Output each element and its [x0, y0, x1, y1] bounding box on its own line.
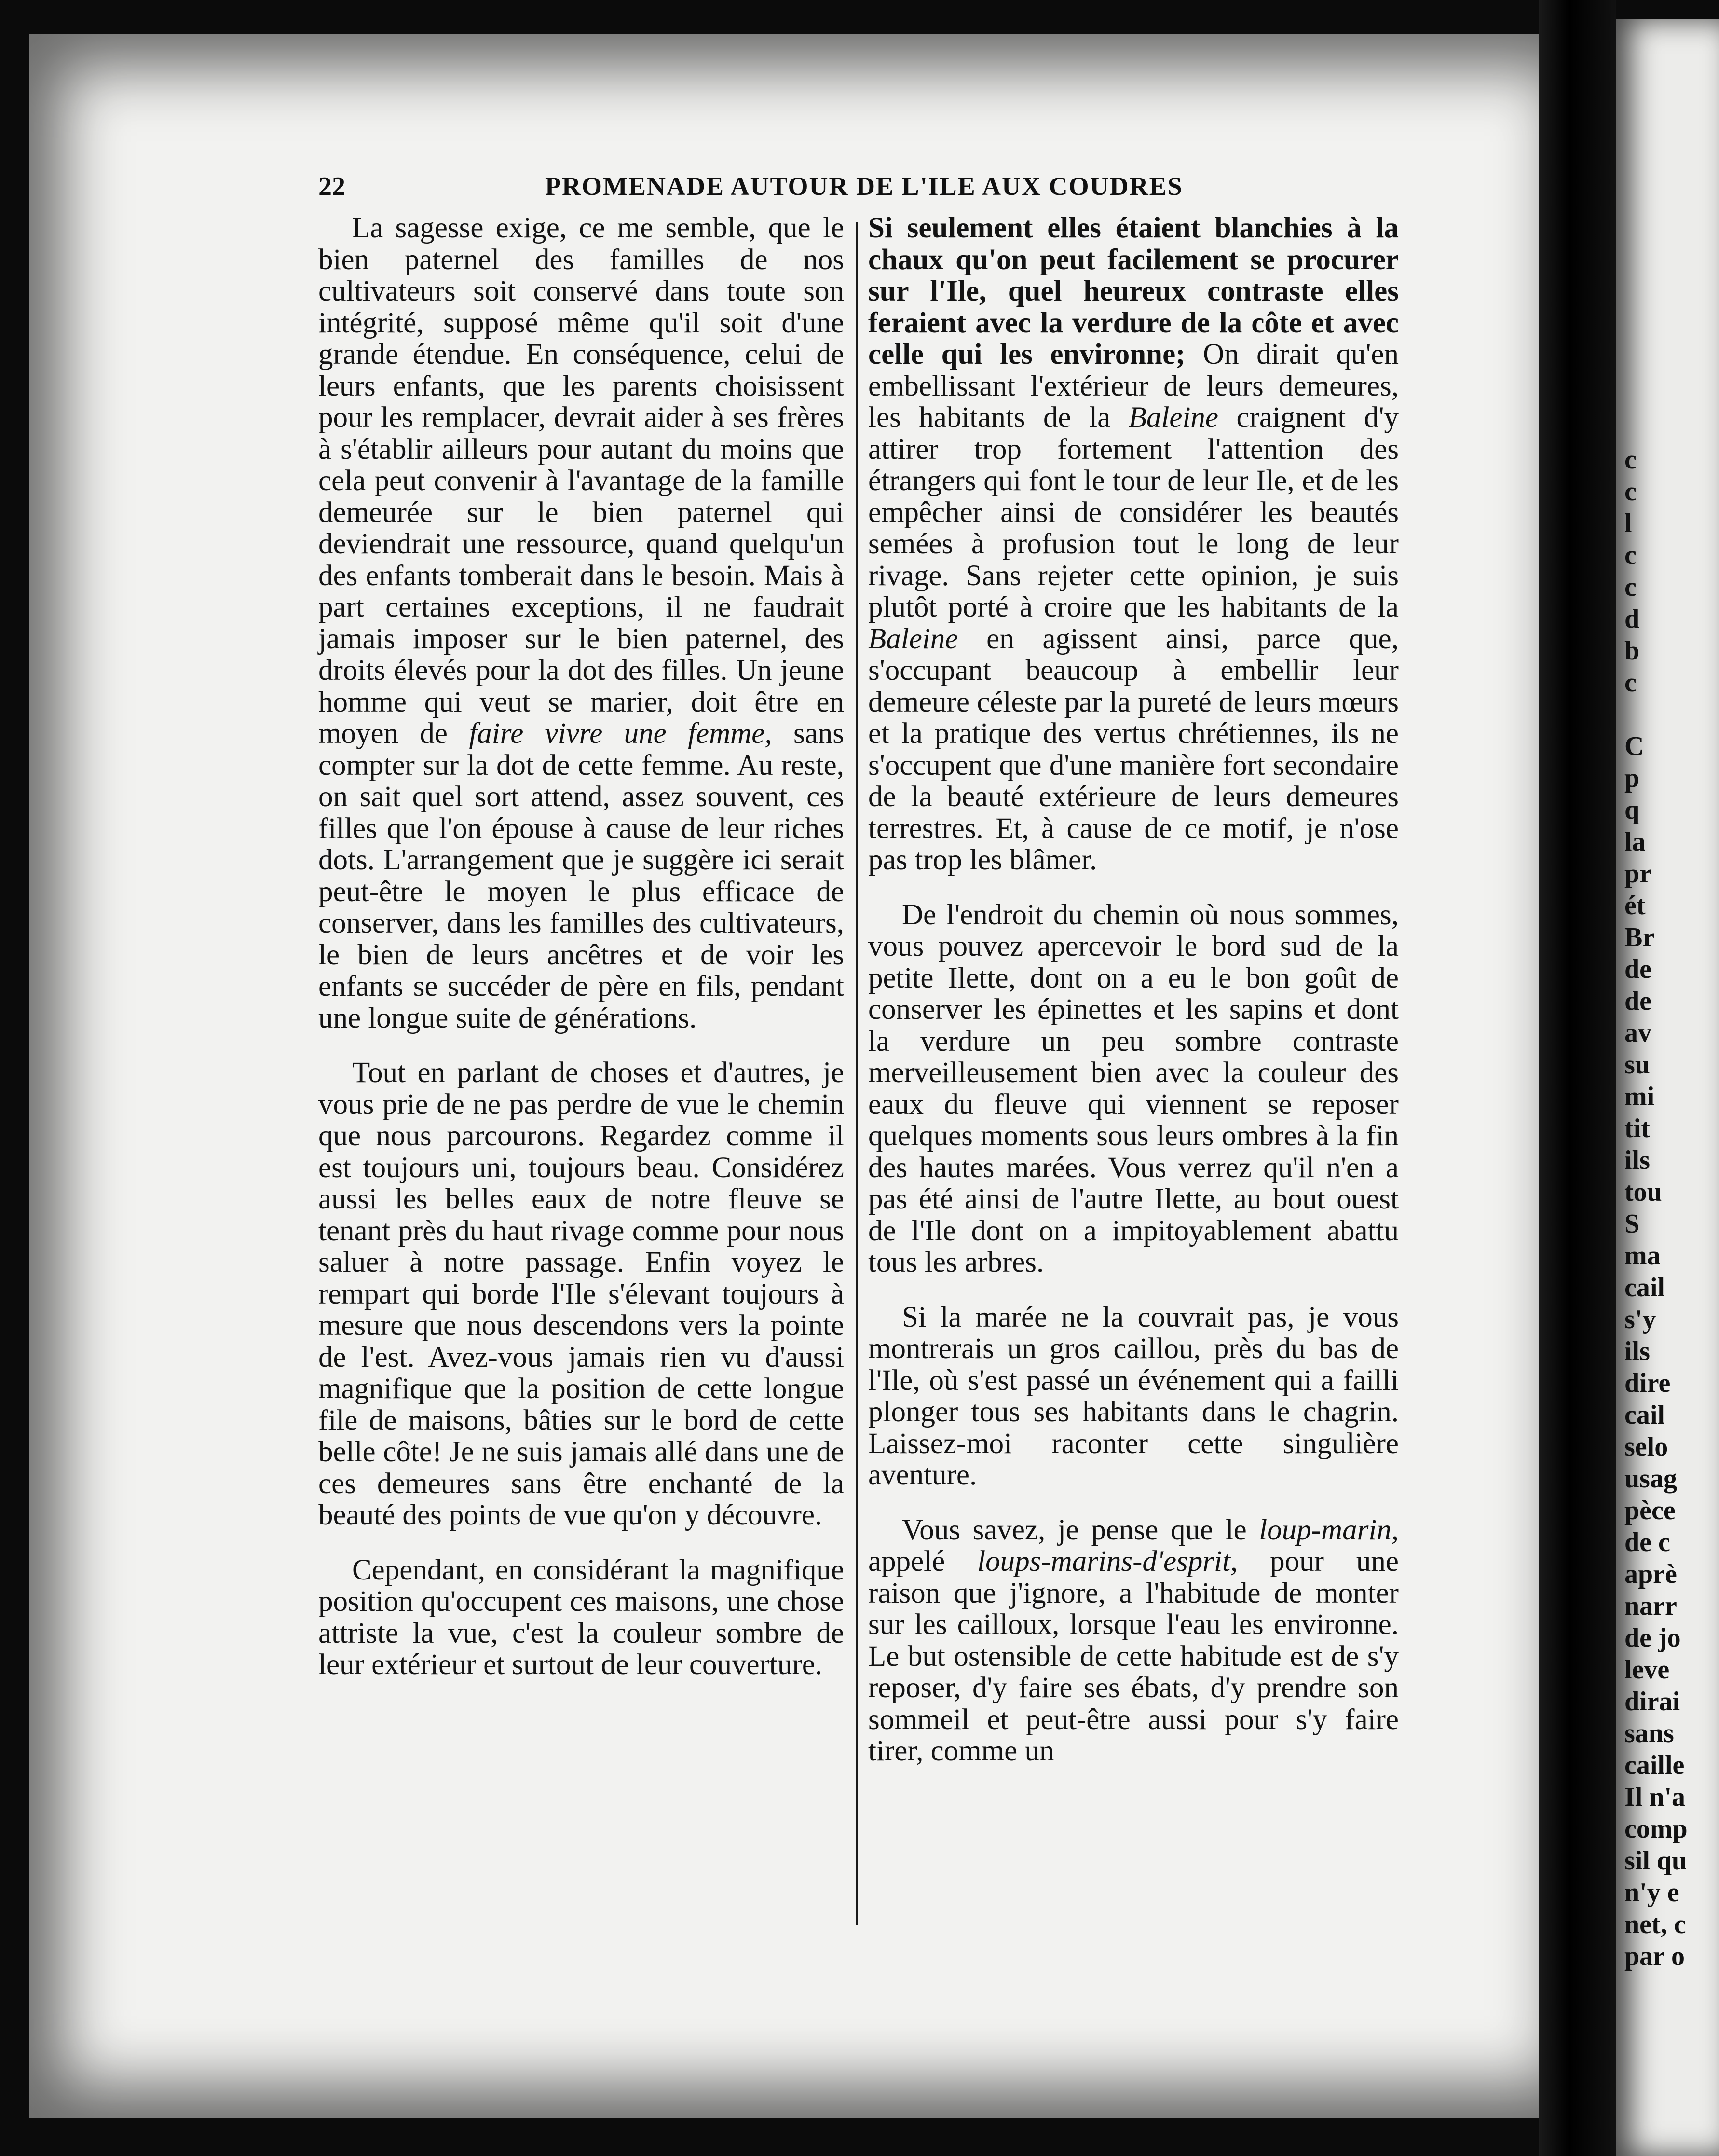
left-column: [318, 212, 844, 1681]
paragraph: De l'endroit du chemin où nous sommes, vous pouvez apercevoir le bord sud de la petite Ilette, dont on a eu le bon goût de conserver les épinettes et les sapins et dont la verdure un peu sombre contraste merveilleusement bien avec la couleur des eaux du fleuve qui viennent se reposer quelques moments sous leurs ombres à la fin des hautes marées. Vous verrez qu'il n'en a pas été ainsi de l'autre Ilette, au bout ouest de l'Ile dont on a impitoyablement abattu tous les arbres.: [868, 898, 1399, 1278]
column-divider: [856, 222, 858, 1925]
paragraph: Tout en parlant de choses et d'autres, je vous prie de ne pas perdre de vue le chemin que nous parcourons. Regardez comme il est toujours uni, toujours beau. Considérez aussi les belles eaux de notre fleuve se tenant près du haut rivage comme pour nous saluer à notre passage. Enfin voyez le rempart qui borde l'Ile s'élevant toujours à mesure que nous descendons vers la pointe de l'est. Avez-vous jamais rien vu d'aussi magnifique que la position de cette longue file de maisons, bâties sur le bord de cette belle côte! Je ne suis jamais allé dans une de ces demeures sans être enchanté de la beauté des points de vue qu'on y découvre.: [318, 1057, 844, 1531]
paragraph: La sagesse exige, ce me semble, que le bien paternel des familles de nos cultivateurs soit conservé dans toute son intégrité, supposé même qu'il soit d'une grande étendue. En conséquence, celui de leurs enfants, que les parents choisissent pour les remplacer, devrait aider à ses frères à s'établir ailleurs pour autant du moins que cela peut convenir à l'avantage de la famille demeurée sur le bien paternel qui deviendrait une ressource, quand quelqu'un des enfants tomberait dans le besoin. Mais à part certaines exceptions, il ne faudrait jamais imposer sur le bien paternel, des droits élevés pour la dot des filles. Un jeune homme qui veut se marier, doit être en moyen de faire vivre une femme, sans compter sur la dot de cette femme. Au reste, on sait quel sort attend, assez souvent, ces filles que l'on épouse à cause de leur riches dots. L'arrangement que je suggère ici serait peut-être le moyen le plus efficace de conserver, dans les familles des cultivateurs, le bien de leurs ancêtres et de voir les enfants se succéder de père en fils, pendant une longue suite de générations.: [318, 212, 845, 1034]
paragraph: Vous savez, je pense que le loup-marin, appelé loups-marins-d'esprit, pour une raison que j'ignore, a l'habitude de monter sur les cailloux, lorsque l'eau les environne. Le but ostensible de cette habitude est de s'y reposer, d'y faire ses ébats, d'y prendre son sommeil et peut-être aussi pour s'y faire tirer, comme un: [868, 1513, 1399, 1767]
paragraph: Cependant, en considérant la magnifique position qu'occupent ces maisons, une chose attriste la vue, c'est la couleur sombre de leur extérieur et surtout de leur couverture.: [318, 1553, 844, 1681]
next-page-edge: [1616, 19, 1719, 2156]
paragraph: Si la marée ne la couvrait pas, je vous montrerais un gros caillou, près du bas de l'Ile, où s'est passé un événement qui a failli plonger tous ses habitants dans le chagrin. Laissez-moi raconter cette singulière aventure.: [868, 1301, 1399, 1491]
next-page-fragments: c c l c c d b c C p q la pr ét Br de de av su mi tit ils tou S ma cail s'y ils dire cail selo usag pèce de c aprè narr de jo leve dirai sans caille Il n'a comp sil qu n'y e net, c par o: [1624, 445, 1688, 1971]
book-gutter: [1539, 0, 1616, 2156]
right-column: [868, 212, 1399, 1767]
page-number: 22: [318, 172, 345, 202]
running-header: PROMENADE AUTOUR DE L'ILE AUX COUDRES: [545, 172, 1183, 201]
paragraph: Si seulement elles étaient blanchies à la chaux qu'on peut facilement se procurer sur l'Ile, quel heureux contraste elles feraient avec la verdure de la côte et avec celle qui les environne; On dirait qu'en embellissant l'extérieur de leurs demeures, les habitants de la Baleine craignent d'y attirer trop fortement l'attention des étrangers qui font le tour de leur Ile, et de les empêcher ainsi de considérer les beautés semées à profusion tout le long de leur rivage. Sans rejeter cette opinion, je suis plutôt porté à croire que les habitants de la Baleine en agissent ainsi, parce que, s'occupant beaucoup à embellir leur demeure céleste par la pureté de leurs mœurs et la pratique des vertus chrétiennes, ils ne s'occupent que d'une manière fort secondaire de la beauté extérieure de leurs demeures terrestres. Et, à cause de ce motif, je n'ose pas trop les blâmer.: [868, 212, 1399, 876]
